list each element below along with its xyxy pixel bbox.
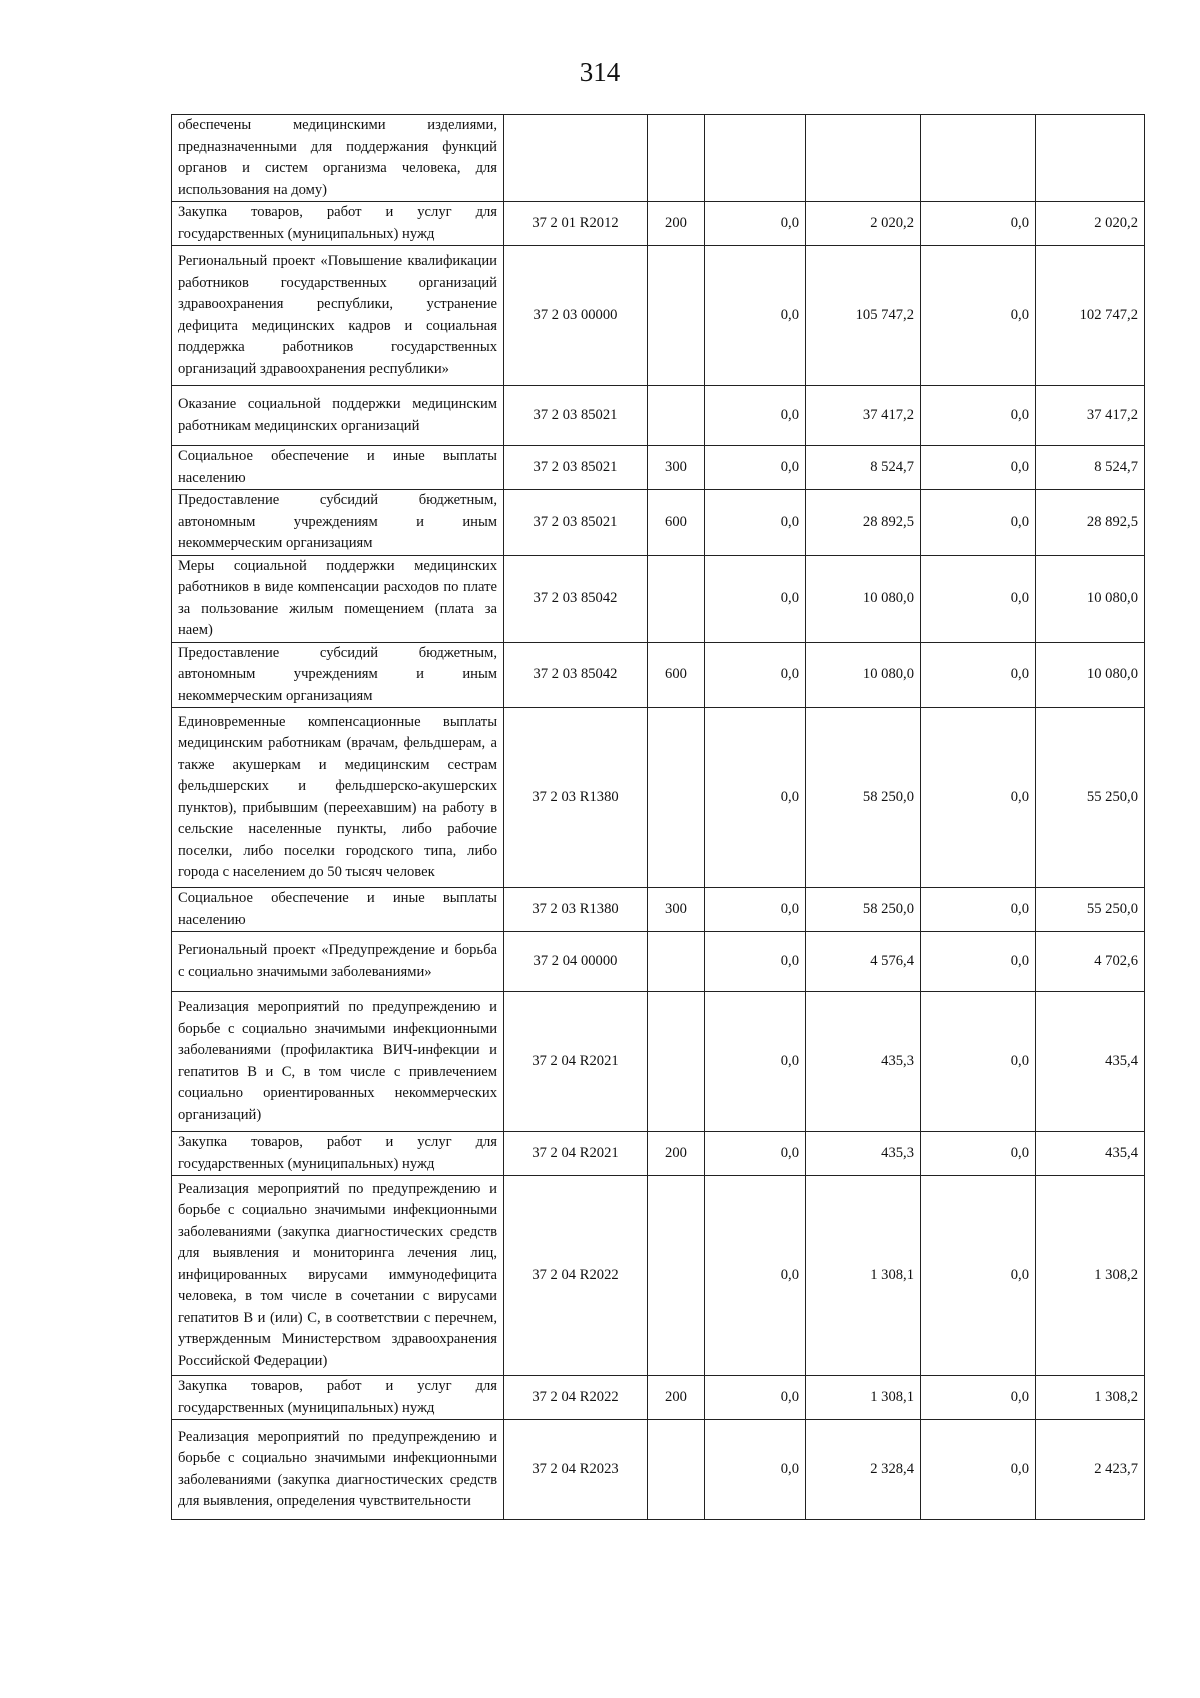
table-row — [172, 1176, 1145, 1376]
row-name-cell: Закупка товаров, работ и услуг для государственных (муниципальных) нужд — [172, 202, 504, 246]
row-name-cell: Реализация мероприятий по предупреждению и борьбе с социально значимыми инфекционными заболеваниями (закупка диагностических средств для выявления, определения чувствительности — [172, 1420, 504, 1520]
value-cell-1: 0,0 — [705, 555, 806, 642]
row-name-cell: Предоставление субсидий бюджетным, автономным учреждениям и иным некоммерческим организациям — [172, 642, 504, 708]
value-cell-3: 0,0 — [921, 490, 1036, 556]
target-article-code-cell: 37 2 03 00000 — [504, 246, 648, 386]
value-cell-2: 58 250,0 — [806, 708, 921, 888]
value-cell-3: 0,0 — [921, 202, 1036, 246]
value-cell-3: 0,0 — [921, 1132, 1036, 1176]
value-cell-2: 8 524,7 — [806, 446, 921, 490]
table-row — [172, 446, 1145, 490]
expense-type-cell: 300 — [648, 888, 705, 932]
row-name-cell: Реализация мероприятий по предупреждению и борьбе с социально значимыми инфекционными заболеваниями (профилактика ВИЧ-инфекции и гепатитов B и C, в том числе с привлечением социально ориентированных некоммерческих организаций) — [172, 992, 504, 1132]
table-row — [172, 642, 1145, 708]
value-cell-3: 0,0 — [921, 386, 1036, 446]
row-name-cell: Оказание социальной поддержки медицинским работникам медицинских организаций — [172, 386, 504, 446]
target-article-code-cell: 37 2 04 R2023 — [504, 1420, 648, 1520]
value-cell-3: 0,0 — [921, 992, 1036, 1132]
value-cell-2: 435,3 — [806, 1132, 921, 1176]
value-cell-1: 0,0 — [705, 202, 806, 246]
target-article-code-cell: 37 2 04 00000 — [504, 932, 648, 992]
value-cell-1: 0,0 — [705, 992, 806, 1132]
expense-type-cell — [648, 708, 705, 888]
expense-type-cell — [648, 115, 705, 202]
value-cell-1: 0,0 — [705, 1132, 806, 1176]
value-cell-2: 105 747,2 — [806, 246, 921, 386]
value-cell-4: 435,4 — [1036, 1132, 1145, 1176]
value-cell-3: 0,0 — [921, 708, 1036, 888]
target-article-code-cell: 37 2 03 85021 — [504, 490, 648, 556]
value-cell-2: 2 328,4 — [806, 1420, 921, 1520]
value-cell-2: 28 892,5 — [806, 490, 921, 556]
row-name-cell: Региональный проект «Предупреждение и борьба с социально значимыми заболеваниями» — [172, 932, 504, 992]
value-cell-1: 0,0 — [705, 1420, 806, 1520]
target-article-code-cell: 37 2 03 R1380 — [504, 708, 648, 888]
expense-type-cell: 300 — [648, 446, 705, 490]
value-cell-2: 58 250,0 — [806, 888, 921, 932]
value-cell-2: 37 417,2 — [806, 386, 921, 446]
value-cell-1: 0,0 — [705, 1176, 806, 1376]
value-cell-4: 10 080,0 — [1036, 555, 1145, 642]
value-cell-1: 0,0 — [705, 932, 806, 992]
target-article-code-cell: 37 2 03 R1380 — [504, 888, 648, 932]
value-cell-4: 2 423,7 — [1036, 1420, 1145, 1520]
target-article-code-cell: 37 2 03 85021 — [504, 446, 648, 490]
target-article-code-cell: 37 2 04 R2022 — [504, 1176, 648, 1376]
table-row — [172, 386, 1145, 446]
value-cell-2: 435,3 — [806, 992, 921, 1132]
value-cell-1 — [705, 115, 806, 202]
target-article-code-cell — [504, 115, 648, 202]
value-cell-4: 28 892,5 — [1036, 490, 1145, 556]
table-row — [172, 1420, 1145, 1520]
value-cell-4: 4 702,6 — [1036, 932, 1145, 992]
value-cell-3: 0,0 — [921, 246, 1036, 386]
table-row — [172, 246, 1145, 386]
target-article-code-cell: 37 2 01 R2012 — [504, 202, 648, 246]
expense-type-cell — [648, 1420, 705, 1520]
value-cell-4: 10 080,0 — [1036, 642, 1145, 708]
expense-type-cell: 200 — [648, 1132, 705, 1176]
value-cell-3: 0,0 — [921, 446, 1036, 490]
value-cell-2: 1 308,1 — [806, 1376, 921, 1420]
target-article-code-cell: 37 2 03 85042 — [504, 642, 648, 708]
value-cell-4 — [1036, 115, 1145, 202]
row-name-cell: Социальное обеспечение и иные выплаты населению — [172, 446, 504, 490]
expense-type-cell — [648, 1176, 705, 1376]
table-row — [172, 708, 1145, 888]
value-cell-3: 0,0 — [921, 642, 1036, 708]
expense-type-cell: 200 — [648, 202, 705, 246]
value-cell-4: 55 250,0 — [1036, 888, 1145, 932]
table-row — [172, 490, 1145, 556]
value-cell-1: 0,0 — [705, 446, 806, 490]
target-article-code-cell: 37 2 04 R2021 — [504, 992, 648, 1132]
value-cell-1: 0,0 — [705, 490, 806, 556]
value-cell-4: 1 308,2 — [1036, 1376, 1145, 1420]
value-cell-1: 0,0 — [705, 888, 806, 932]
target-article-code-cell: 37 2 04 R2021 — [504, 1132, 648, 1176]
row-name-cell: Предоставление субсидий бюджетным, автономным учреждениям и иным некоммерческим организациям — [172, 490, 504, 556]
value-cell-2: 2 020,2 — [806, 202, 921, 246]
expense-type-cell: 600 — [648, 642, 705, 708]
value-cell-2: 4 576,4 — [806, 932, 921, 992]
value-cell-3 — [921, 115, 1036, 202]
value-cell-4: 37 417,2 — [1036, 386, 1145, 446]
value-cell-4: 55 250,0 — [1036, 708, 1145, 888]
value-cell-1: 0,0 — [705, 246, 806, 386]
value-cell-1: 0,0 — [705, 642, 806, 708]
expense-type-cell — [648, 932, 705, 992]
value-cell-4: 1 308,2 — [1036, 1176, 1145, 1376]
value-cell-2: 10 080,0 — [806, 642, 921, 708]
value-cell-3: 0,0 — [921, 932, 1036, 992]
value-cell-2 — [806, 115, 921, 202]
value-cell-3: 0,0 — [921, 555, 1036, 642]
table-row — [172, 1132, 1145, 1176]
expense-type-cell — [648, 555, 705, 642]
value-cell-3: 0,0 — [921, 888, 1036, 932]
row-name-cell: обеспечены медицинскими изделиями, предназначенными для поддержания функций органов и систем организма человека, для использования на дому) — [172, 115, 504, 202]
page-number: 314 — [579, 57, 621, 87]
value-cell-3: 0,0 — [921, 1176, 1036, 1376]
row-name-cell: Закупка товаров, работ и услуг для государственных (муниципальных) нужд — [172, 1376, 504, 1420]
value-cell-4: 2 020,2 — [1036, 202, 1145, 246]
row-name-cell: Единовременные компенсационные выплаты медицинским работникам (врачам, фельдшерам, а также акушеркам и медицинским сестрам фельдшерских и фельдшерско-акушерских пунктов), прибывшим (переехавшим) на работу в сельские населенные пункты, либо рабочие поселки, либо поселки городского типа, либо города с населением до 50 тысяч человек — [172, 708, 504, 888]
table-row — [172, 992, 1145, 1132]
value-cell-1: 0,0 — [705, 1376, 806, 1420]
value-cell-1: 0,0 — [705, 386, 806, 446]
value-cell-1: 0,0 — [705, 708, 806, 888]
table-row — [172, 202, 1145, 246]
expense-type-cell: 600 — [648, 490, 705, 556]
budget-table — [171, 114, 1145, 1520]
target-article-code-cell: 37 2 03 85021 — [504, 386, 648, 446]
value-cell-4: 435,4 — [1036, 992, 1145, 1132]
row-name-cell: Меры социальной поддержки медицинских работников в виде компенсации расходов по плате за пользование жилым помещением (плата за наем) — [172, 555, 504, 642]
expense-type-cell — [648, 386, 705, 446]
value-cell-3: 0,0 — [921, 1376, 1036, 1420]
row-name-cell: Реализация мероприятий по предупреждению и борьбе с социально значимыми инфекционными заболеваниями (закупка диагностических средств для выявления и мониторинга лечения лиц, инфицированных вирусами иммунодефицита человека, в том числе в сочетании с вирусами гепатитов B и (или) C, в соответствии с перечнем, утвержденным Министерством здравоохранения Российской Федерации) — [172, 1176, 504, 1376]
expense-type-cell — [648, 246, 705, 386]
expense-type-cell — [648, 992, 705, 1132]
value-cell-4: 102 747,2 — [1036, 246, 1145, 386]
table-row — [172, 115, 1145, 202]
table-row — [172, 888, 1145, 932]
budget-table-body — [172, 115, 1145, 1520]
row-name-cell: Региональный проект «Повышение квалификации работников государственных организаций здравоохранения республики, устранение дефицита медицинских кадров и социальная поддержка работников государственных организаций здравоохранения республики» — [172, 246, 504, 386]
value-cell-4: 8 524,7 — [1036, 446, 1145, 490]
target-article-code-cell: 37 2 04 R2022 — [504, 1376, 648, 1420]
row-name-cell: Социальное обеспечение и иные выплаты населению — [172, 888, 504, 932]
value-cell-2: 10 080,0 — [806, 555, 921, 642]
row-name-cell: Закупка товаров, работ и услуг для государственных (муниципальных) нужд — [172, 1132, 504, 1176]
expense-type-cell: 200 — [648, 1376, 705, 1420]
table-row — [172, 932, 1145, 992]
table-row — [172, 555, 1145, 642]
table-row — [172, 1376, 1145, 1420]
target-article-code-cell: 37 2 03 85042 — [504, 555, 648, 642]
value-cell-2: 1 308,1 — [806, 1176, 921, 1376]
value-cell-3: 0,0 — [921, 1420, 1036, 1520]
